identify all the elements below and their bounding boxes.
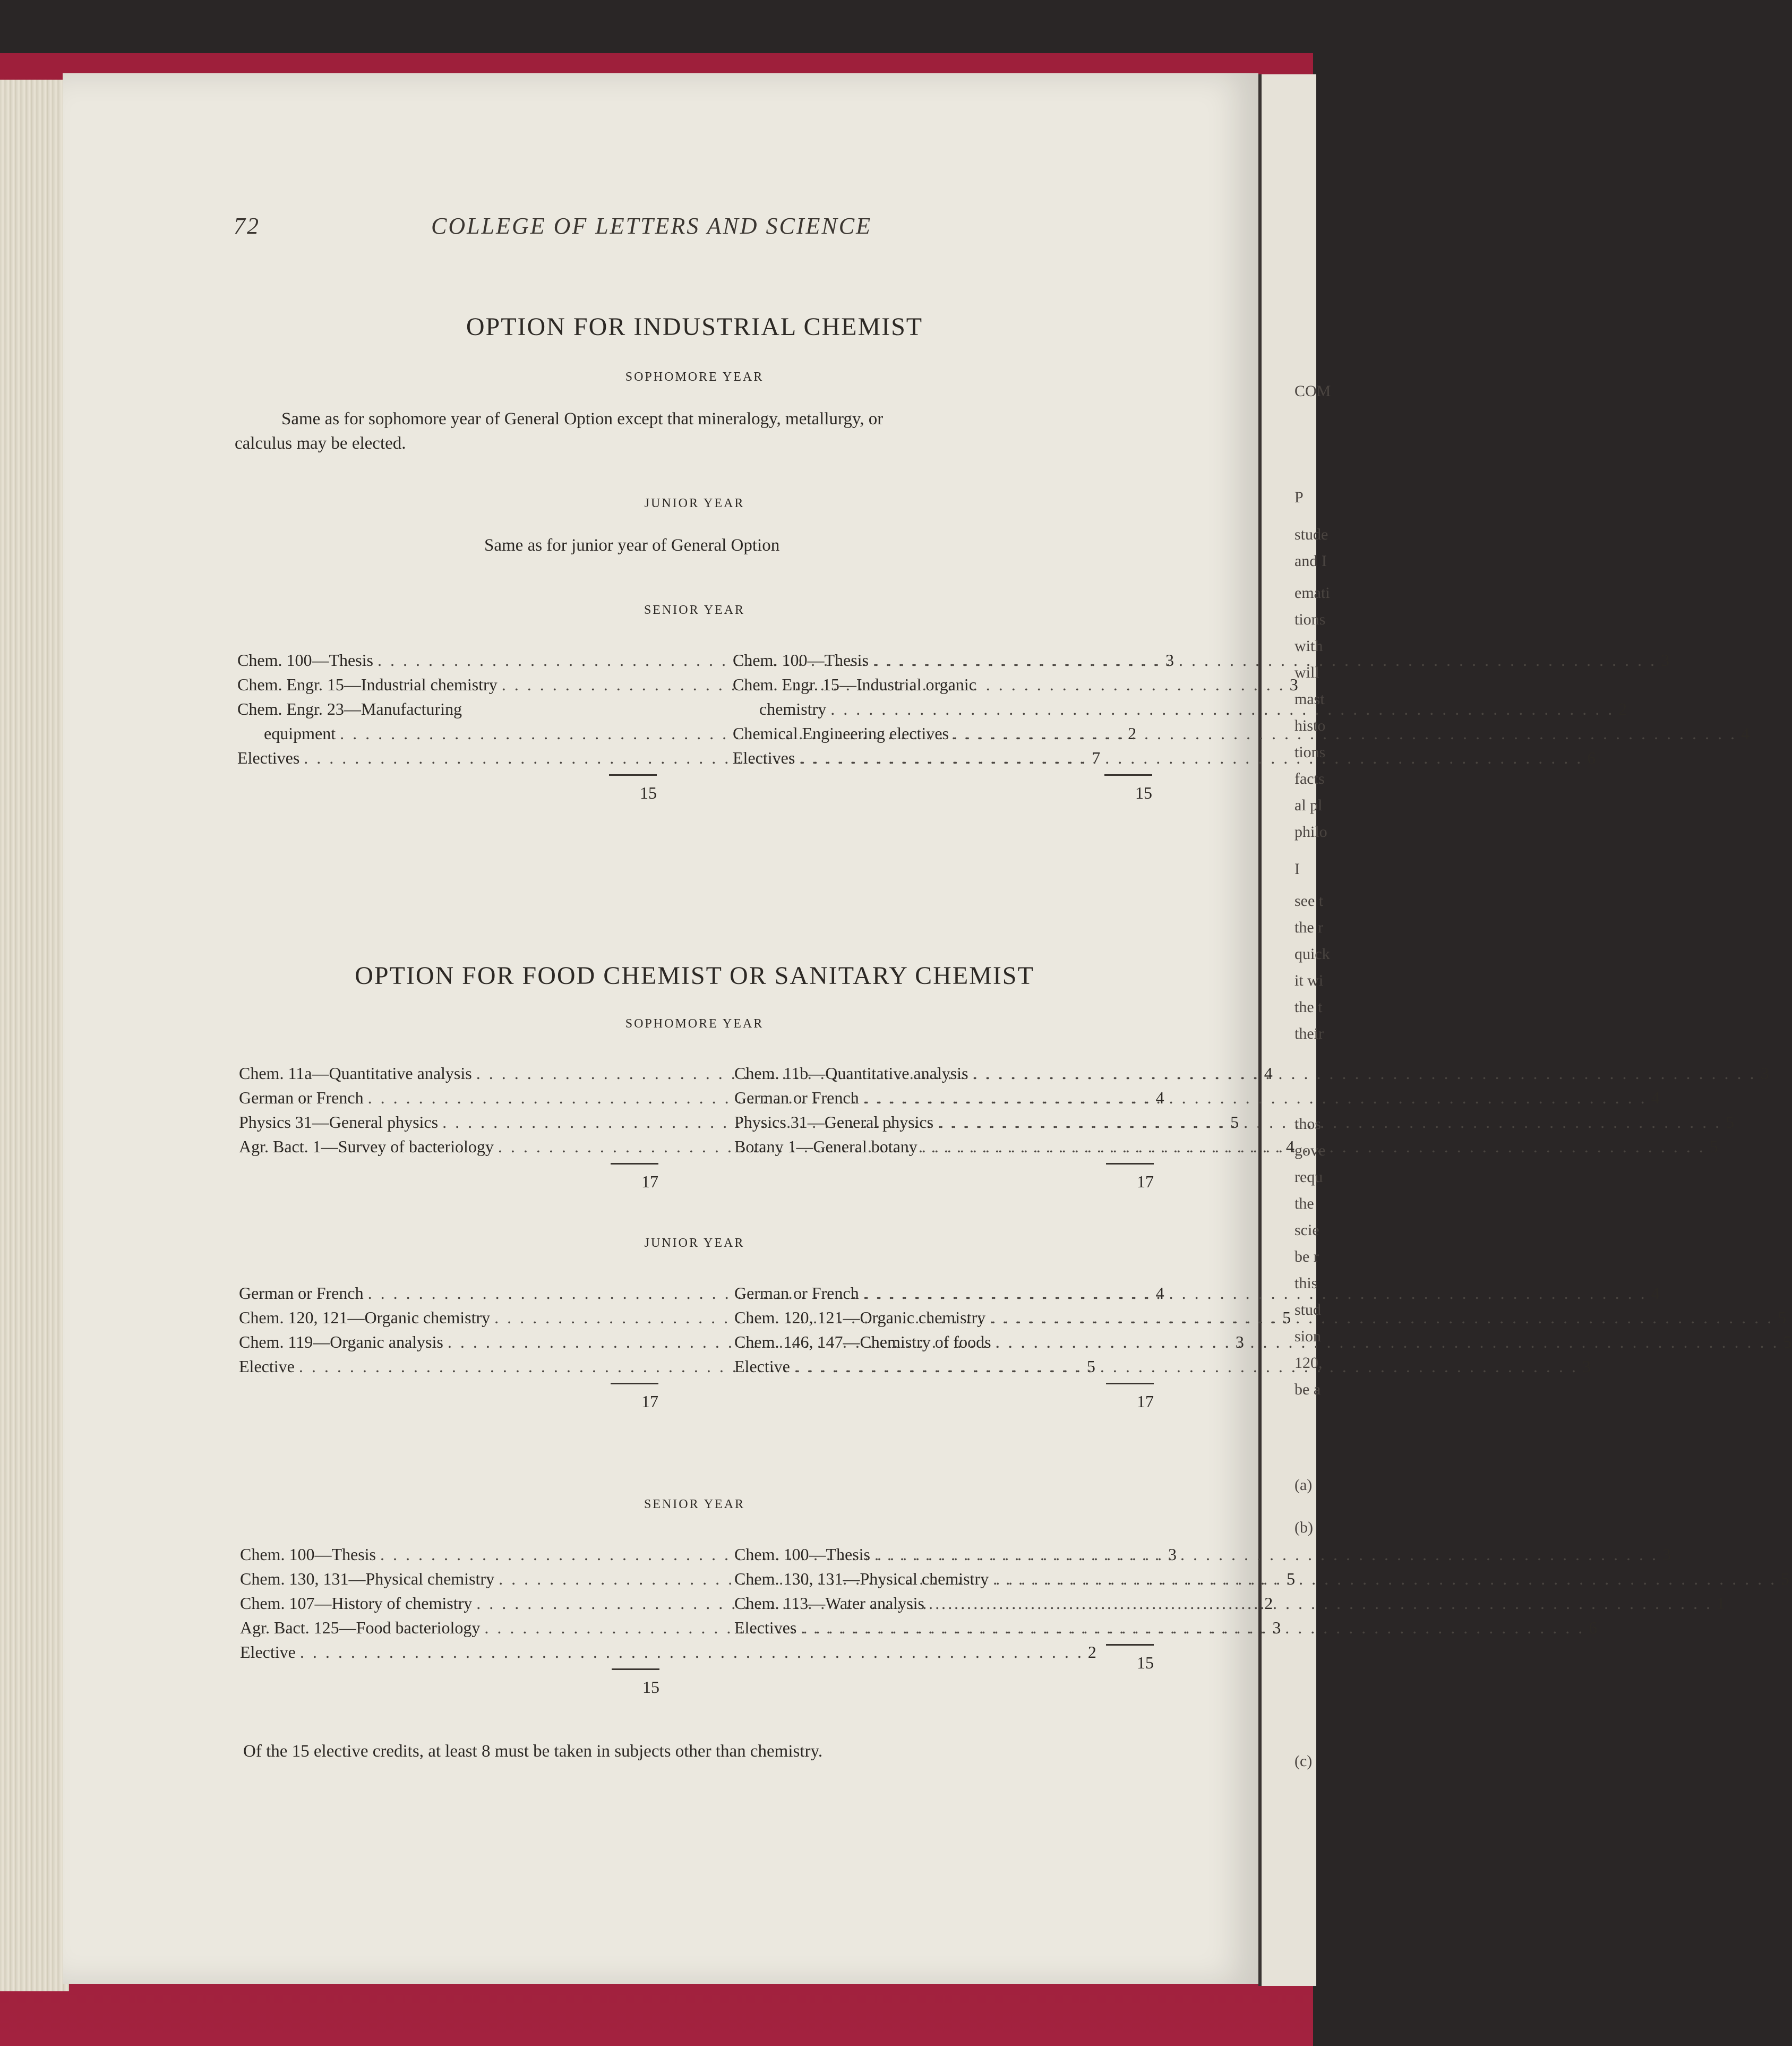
leader-dots [938, 1110, 1721, 1134]
credit-total: 17 [641, 1172, 658, 1191]
course-name: Agr. Bact. 1—Survey of bacteriology [239, 1137, 494, 1156]
leader-dots [794, 1354, 1578, 1379]
industrial-junior-label: JUNIOR YEAR [644, 496, 745, 510]
adjacent-page-fragment: philo [1294, 823, 1327, 841]
leader-dots [799, 746, 1583, 770]
adjacent-page-fragment: their [1294, 1025, 1324, 1042]
leader-dots [922, 1134, 1705, 1159]
course-name: Physics 31—General physics [239, 1112, 439, 1132]
food-senior-label: SENIOR YEAR [644, 1497, 745, 1511]
course-name: Chem. 130, 131—Physical chemistry [240, 1569, 495, 1588]
course-row [240, 1566, 1296, 1591]
adjacent-page-fragment: histo [1294, 717, 1326, 734]
course-credit: 5 [1282, 1308, 1291, 1327]
leader-dots [873, 648, 1657, 672]
adjacent-page-fragment: be a [1294, 1381, 1321, 1398]
course-credit: 3 [1165, 650, 1174, 670]
elective-footnote: Of the 15 elective credits, at least 8 must be taken in subjects other than chemistry. [243, 1742, 823, 1761]
adjacent-page-fragment: the [1294, 1195, 1314, 1212]
adjacent-page-fragment: al pl [1294, 797, 1323, 814]
course-name: equipment [264, 724, 336, 743]
course-row [239, 1085, 1164, 1110]
course-row [239, 1110, 1239, 1134]
adjacent-page-fragment: this [1294, 1274, 1318, 1292]
leader-dots [863, 1281, 1647, 1305]
course-name: Elective [239, 1357, 295, 1376]
credit-total: 17 [641, 1392, 658, 1411]
course-name: Elective [240, 1642, 296, 1662]
credit-total: 15 [1137, 1653, 1154, 1672]
adjacent-page-fragment: stud [1294, 1301, 1322, 1319]
course-name: Chem. 100—Thesis [237, 650, 373, 670]
course-credit: 5 [1781, 1569, 1790, 1588]
total-rule [734, 1640, 1154, 1650]
course-name: Chem. 107—History of chemistry [240, 1594, 473, 1613]
course-credit: 3 [1168, 1545, 1177, 1564]
course-name: German or French [734, 1088, 859, 1107]
adjacent-page-fragment: and I [1294, 552, 1327, 570]
course-credit: 3 [1662, 1545, 1671, 1564]
course-name: Chem. 100—Thesis [733, 650, 869, 670]
course-name: Chem. Engr. 15—Industrial organic [733, 675, 976, 694]
course-credit: 3 [1760, 1064, 1769, 1083]
course-credit: 7 [1092, 748, 1101, 767]
course-credit: 5 [1783, 1332, 1792, 1351]
course-credit: 4 [1264, 1064, 1273, 1083]
course-name: Physics 31—General physics [734, 1112, 934, 1132]
course-row [734, 1615, 1598, 1640]
credit-total: 17 [1137, 1172, 1154, 1191]
course-name: Chem. 113—Water analysis [734, 1594, 924, 1613]
industrial-junior-text: Same as for junior year of General Option [484, 536, 780, 555]
adjacent-page-fragment: thos [1294, 1115, 1322, 1133]
industrial-sophomore-text-line2: calculus may be elected. [235, 434, 406, 453]
course-name: Chem. 130, 131—Physical chemistry [734, 1569, 989, 1588]
course-credit: 5 [1086, 1357, 1095, 1376]
course-credit: 1 [1716, 1594, 1725, 1613]
adjacent-page-fragment: the t [1294, 998, 1323, 1016]
course-name: Electives [237, 748, 300, 767]
course-name: Agr. Bact. 125—Food bacteriology [240, 1618, 481, 1637]
course-row [240, 1542, 1177, 1566]
adjacent-page-fragment: COM [1294, 382, 1331, 400]
course-name: Chem. Engr. 23—Manufacturing [237, 699, 462, 718]
industrial-sophomore-text-line1: Same as for sophomore year of General Option except that mineralogy, metallurgy, or [281, 409, 884, 429]
leader-dots [990, 1305, 1773, 1330]
course-row [733, 672, 1152, 697]
course-credit: 2 [1087, 1642, 1096, 1662]
credit-total: 15 [640, 783, 657, 802]
adjacent-page-fragment: see t [1294, 892, 1324, 910]
course-credit: 3 [1582, 1357, 1591, 1376]
course-credit: 4 [1651, 1283, 1660, 1303]
leader-dots [863, 1085, 1647, 1110]
course-name: Chem. 100—Thesis [734, 1545, 870, 1564]
course-credit: 5 [1230, 1112, 1239, 1132]
leader-dots [953, 721, 1737, 746]
course-row [734, 1591, 1725, 1615]
course-row [734, 1061, 1769, 1085]
course-row [237, 648, 1174, 672]
adjacent-page-fragment: with [1294, 637, 1323, 655]
course-credit: 2 [1128, 724, 1137, 743]
course-credit: 5 [1778, 1308, 1787, 1327]
course-name: Chemical Engineering electives [733, 724, 949, 743]
course-credit: 2 [1618, 699, 1627, 718]
adjacent-page-fragment: (c) [1294, 1752, 1313, 1770]
course-row [239, 1281, 1164, 1305]
course-credit: 3 [1289, 675, 1298, 694]
course-credit: 5 [1287, 1569, 1296, 1588]
adjacent-page-fragment: it wi [1294, 972, 1324, 989]
course-row [237, 697, 657, 721]
adjacent-page-fragment: quick [1294, 945, 1330, 963]
course-credit: 6 [1587, 748, 1596, 767]
leader-dots [874, 1542, 1658, 1566]
course-credit: 6 [1589, 1618, 1598, 1637]
adjacent-page-fragment: scie [1294, 1221, 1319, 1239]
total-rule [734, 1379, 1154, 1389]
course-credit: 2 [1264, 1594, 1273, 1613]
course-row [734, 1566, 1790, 1591]
total-rule [733, 770, 1152, 781]
adjacent-page-fragment: stude [1294, 526, 1328, 543]
adjacent-page-fragment: (a) [1294, 1476, 1313, 1494]
credit-total: 17 [1137, 1392, 1154, 1411]
course-credit: 3 [1272, 1618, 1281, 1637]
adjacent-page-fragment: I [1294, 860, 1300, 878]
course-name: German or French [239, 1088, 364, 1107]
adjacent-page-fragment: tions [1294, 611, 1326, 628]
course-credit: 4 [1651, 1088, 1660, 1107]
adjacent-page-fragment: P [1294, 489, 1304, 506]
course-credit: 4 [1155, 1088, 1164, 1107]
course-name: German or French [734, 1283, 859, 1303]
course-credit: 5 [1709, 1137, 1718, 1156]
course-row [237, 746, 1101, 770]
adjacent-page-fragment: 120, [1294, 1354, 1323, 1372]
course-credit: 4 [1740, 724, 1750, 743]
industrial-senior-label: SENIOR YEAR [644, 603, 745, 617]
adjacent-page-fragment: sion [1294, 1328, 1322, 1345]
course-name: Chem. 11a—Quantitative analysis [239, 1064, 472, 1083]
course-name: German or French [239, 1283, 364, 1303]
leader-dots [801, 1615, 1584, 1640]
course-row [734, 1085, 1660, 1110]
page-number: 72 [234, 213, 260, 239]
adjacent-page-fragment: gove [1294, 1142, 1326, 1159]
total-rule [237, 770, 657, 781]
food-senior-right [734, 1542, 1790, 1675]
leader-dots [973, 1061, 1756, 1085]
total-rule [239, 1379, 658, 1389]
course-name: Botany 1—General botany [734, 1137, 918, 1156]
course-credit: 3 [1660, 650, 1669, 670]
course-credit: 4 [1285, 1137, 1294, 1156]
course-credit: 5 [1726, 1112, 1735, 1132]
leader-dots [830, 697, 1614, 721]
course-name: Electives [733, 748, 795, 767]
course-name: Chem. 120, 121—Organic chemistry [239, 1308, 491, 1327]
course-row [239, 1354, 1095, 1379]
course-name: Electives [734, 1618, 797, 1637]
adjacent-page-fragment: emati [1294, 584, 1330, 602]
food-sophomore-label: SOPHOMORE YEAR [625, 1017, 764, 1031]
industrial-option-title: OPTION FOR INDUSTRIAL CHEMIST [466, 313, 923, 341]
course-name: Chem. 120, 121—Organic chemistry [734, 1308, 986, 1327]
adjacent-page-fragment: mast [1294, 690, 1325, 708]
course-name: Chem. Engr. 15—Industrial chemistry [237, 675, 498, 694]
course-name: chemistry [759, 699, 827, 718]
adjacent-page-fragment: facts [1294, 770, 1325, 787]
running-head-title: COLLEGE OF LETTERS AND SCIENCE [431, 213, 872, 239]
credit-total: 15 [642, 1677, 659, 1697]
leader-dots [929, 1591, 1712, 1615]
adjacent-page-fragment: be r [1294, 1248, 1319, 1265]
adjacent-page-fragment: tions [1294, 743, 1326, 761]
course-name: Elective [734, 1357, 790, 1376]
total-rule [240, 1664, 659, 1675]
course-name: Chem. 100—Thesis [240, 1545, 376, 1564]
course-name: Chem. 119—Organic analysis [239, 1332, 443, 1351]
course-name: Chem. 146, 147—Chemistry of foods [734, 1332, 991, 1351]
course-credit: 3 [1235, 1332, 1244, 1351]
adjacent-page-fragment: will [1294, 664, 1319, 681]
adjacent-page-fragment: (b) [1294, 1519, 1313, 1536]
page-edges [0, 80, 69, 1991]
total-rule [239, 1159, 658, 1169]
food-option-title: OPTION FOR FOOD CHEMIST OR SANITARY CHEMIST [355, 962, 1034, 990]
leader-dots [993, 1566, 1777, 1591]
course-row [240, 1640, 1096, 1664]
industrial-sophomore-label: SOPHOMORE YEAR [625, 370, 764, 384]
course-row [239, 1305, 1291, 1330]
course-row [734, 1542, 1671, 1566]
course-credit: 4 [1155, 1283, 1164, 1303]
adjacent-page-fragment: requ [1294, 1168, 1323, 1186]
adjacent-page-fragment: the r [1294, 919, 1324, 936]
total-rule [734, 1159, 1154, 1169]
leader-dots [996, 1330, 1779, 1354]
course-name: Chem. 11b—Quantitative analysis [734, 1064, 968, 1083]
course-row [733, 648, 1669, 672]
food-junior-label: JUNIOR YEAR [644, 1236, 745, 1250]
credit-total: 15 [1135, 783, 1152, 802]
